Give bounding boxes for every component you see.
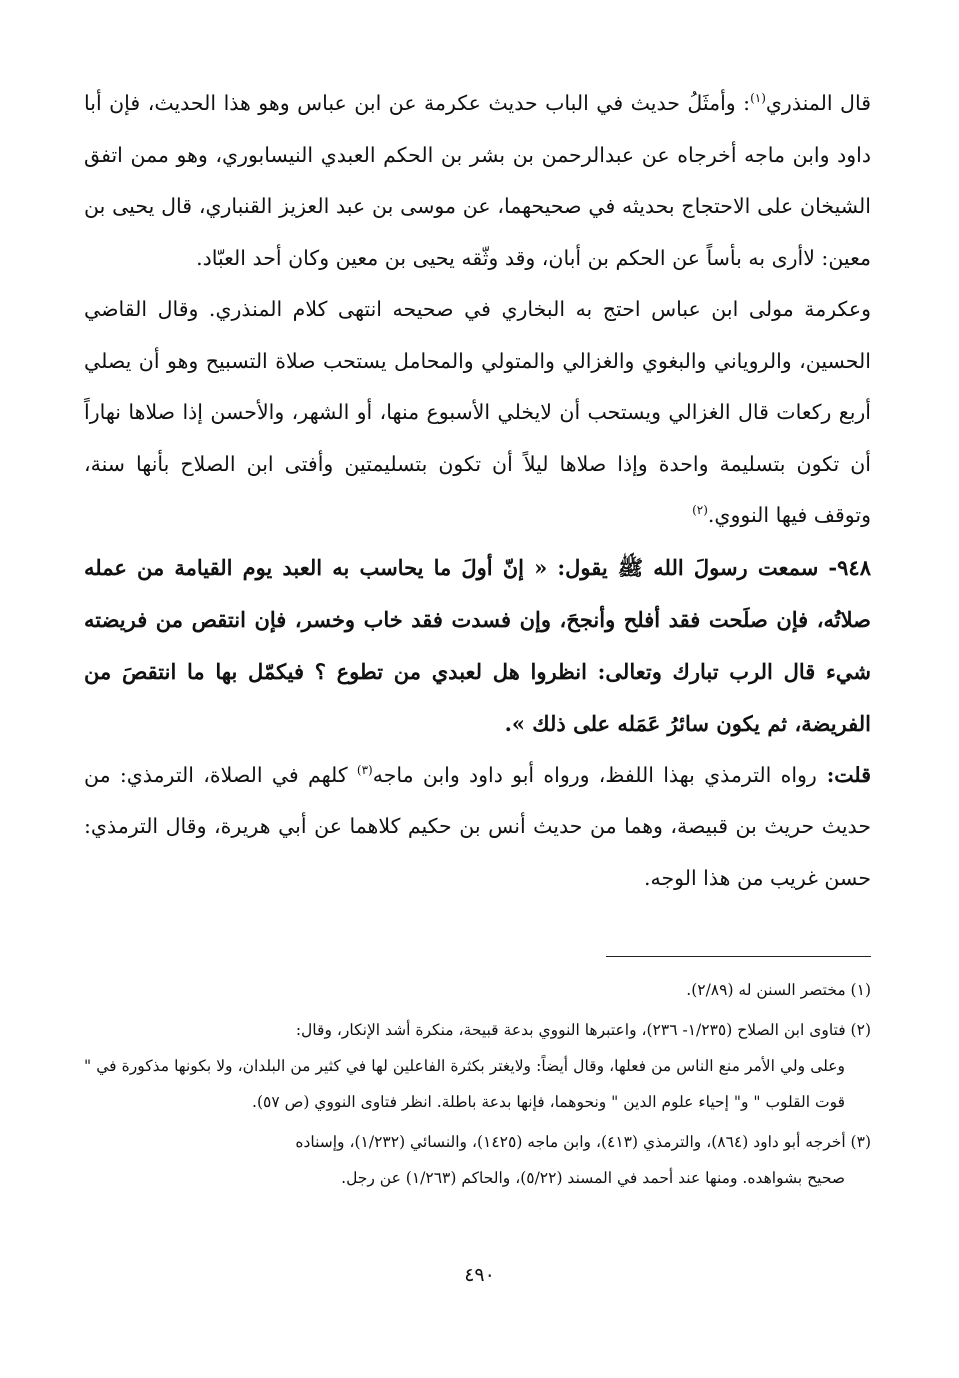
hadith-948 [84, 542, 871, 750]
footnote-text: (٢) فتاوى ابن الصلاح (١/٢٣٥- ٢٣٦)، واعتبرها النووي بدعة قبيحة، منكرة أشد الإنكار، وقال: [295, 1021, 871, 1039]
paragraph-ikrima [84, 284, 871, 542]
commentary-label: قلت: [816, 762, 871, 787]
paragraph-text: وعكرمة مولى ابن عباس احتج به البخاري في صحيحه انتهى كلام المنذري. وقال القاضي الحسين، والروياني والبغوي والغزالي والمتولي والمحامل يستحب صلاة التسبيح وهو أن يصلي أربع ركعات قال الغزالي ويستحب أن لايخلي الأسبوع منها، أو الشهر، والأحسن إذا صلاها نهاراً أن تكون بتسليمة واحدة وإذا صلاها ليلاً أن تكون بتسليمتين وأفتى ابن الصلاح بأنها سنة، وتوقف فيها النووي. [84, 297, 871, 527]
footnote-text-cont: صحيح بشواهده. ومنها عند أحمد في المسند (٥/٢٢)، والحاكم (١/٢٦٣) عن رجل. [341, 1169, 845, 1187]
footnote-ref-3[interactable]: (٣) [356, 762, 373, 777]
footnote-separator [606, 956, 871, 957]
paragraph-text: رواه الترمذي بهذا اللفظ، ورواه أبو داود وابن ماجه [372, 762, 817, 787]
footnote-2 [84, 1012, 871, 1120]
footnotes [84, 972, 871, 1200]
paragraph-commentary [84, 750, 871, 905]
hadith-number: ٩٤٨- [818, 554, 871, 580]
main-text [84, 78, 871, 904]
footnote-ref-2[interactable]: (٢) [692, 503, 708, 517]
page-number: ٤٩٠ [464, 1264, 495, 1286]
paragraph-text: : وأمثَلُ حديث في الباب حديث عكرمة عن ابن عباس وهو هذا الحديث، فإن أبا داود وابن ماجه أخرجاه عن عبدالرحمن بن بشر بن الحكم العبدي النيسابوري، وهو ممن اتفق الشيخان على الاحتجاج بحديثه في صحيحهما، عن موسى بن عبد العزيز القنباري، قال يحيى بن معين: لاأرى به بأساً عن الحكم بن أبان، وقد وثّقه يحيى بن معين وكان أحد العبّاد. [84, 91, 871, 270]
footnote-3 [84, 1124, 871, 1196]
footnote-text: (١) مختصر السنن له (٢/٨٩). [686, 981, 871, 999]
paragraph-mundhiri [84, 78, 871, 284]
paragraph-text: كلهم في الصلاة، الترمذي: من حديث حريث بن قبيصة، وهما من حديث أنس بن حكيم كلاهما عن أبي هريرة، وقال الترمذي: حسن غريب من هذا الوجه. [84, 762, 871, 890]
hadith-text: سمعت رسولَ الله ﷺ يقول: « إنّ أولَ ما يحاسب به العبد يوم القيامة من عمله صلاتُه، فإن صلَحت فقد أفلح وأنجحَ، وإن فسدت فقد خاب وخسر، فإن انتقص من فريضته شيء قال الرب تبارك وتعالى: انظروا هل لعبدي من تطوع ؟ فيكمّل بها ما انتقصَ من الفريضة، ثم يكون سائرُ عَمَله على ذلك ». [84, 554, 871, 736]
footnote-1 [84, 972, 871, 1008]
footnote-ref-1[interactable]: (١) [750, 91, 766, 105]
footnote-text: (٣) أخرجه أبو داود (٨٦٤)، والترمذي (٤١٣)، وابن ماجه (١٤٢٥)، والنسائي (١/٢٣٢)، وإسناده [295, 1133, 871, 1151]
paragraph-text: قال المنذري [765, 91, 871, 115]
footnote-text-cont: وعلى ولي الأمر منع الناس من فعلها، وقال أيضاً: ولايغتر بكثرة الفاعلين لها في كثير من البلدان، ولا بكونها مذكورة في " قوت القلوب " و" إحياء علوم الدين " ونحوهما، فإنها بدعة باطلة. انظر فتاوى النووي (ص ٥٧). [84, 1057, 845, 1111]
